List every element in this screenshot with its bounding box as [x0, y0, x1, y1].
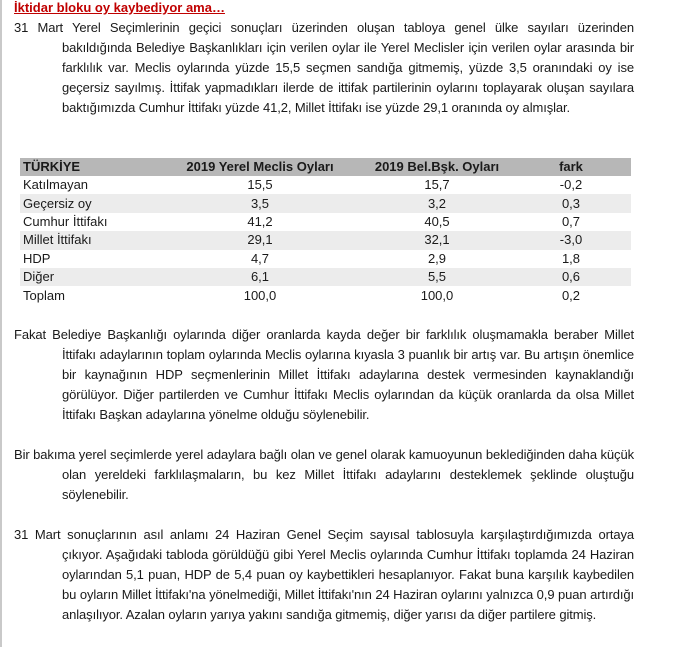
table-cell: 5,5: [363, 268, 511, 286]
table-cell: 40,5: [363, 213, 511, 231]
paragraph-4: 31 Mart sonuçlarının asıl anlamı 24 Haziran Genel Seçim sayısal tablosuyla karşılaştırdığımızda ortaya çıkıyor. Aşağıdaki tabloda görüldüğü gibi Yerel Meclis oylarında Cumhur İttifakı toplamda 24 Haziran oylarından 5,1 puan, HDP de 5,4 puan oy kaybettikleri hesaplanıyor. Fakat buna karşılık kaybedilen bu oyların Millet İttifakı'na yönelmediği, Millet İttifakı'nın 24 Haziran oylarını yalnızca 0,9 puan artırdığı anlaşılıyor. Azalan oyların yarıya yakını sandığa gitmemiş, diğer yarısı da diğer partilere gitmiş.: [14, 527, 634, 622]
table-row: [20, 231, 631, 249]
table-cell: 3,5: [157, 194, 363, 212]
paragraph-1: 31 Mart Yerel Seçimlerinin geçici sonuçları üzerinden oluşan tabloya genel ülke sayıları üzerinden bakıldığında Belediye Başkanlıkları için verilen oylar ile Yerel Meclisler için verilen oylar arasında bir farklılık var. Meclis oylarında yüzde 15,5 seçmen sandığa gitmemiş, yüzde 3,5 oranındaki oy ise geçersiz sayılmış. İttifak yapmadıkları ilerde de ittifak partilerinin oylarını toplayarak oluşan sayılara baktığımızda Cumhur İttifakı yüzde 41,2, Millet İttifakı ise yüzde 29,1 oranında oy almışlar.: [14, 20, 634, 115]
table-cell: 4,7: [157, 250, 363, 268]
paragraph-3: Bir bakıma yerel seçimlerde yerel adaylara bağlı olan ve genel olarak kamuoyunun beklediğinden daha küçük olan yereldeki farklılaşmaların, bu kez Millet İttifakı adaylarını desteklemek şeklinde oluştuğu söylenebilir.: [14, 447, 634, 502]
table-header-cell: 2019 Bel.Bşk. Oyları: [363, 158, 511, 176]
table-cell: 100,0: [363, 286, 511, 304]
table-cell: -3,0: [511, 231, 631, 249]
table-cell: 0,7: [511, 213, 631, 231]
table-header-cell: 2019 Yerel Meclis Oyları: [157, 158, 363, 176]
table-header-cell: TÜRKİYE: [20, 158, 157, 176]
table-row: [20, 194, 631, 212]
table-cell: Geçersiz oy: [20, 194, 157, 212]
paragraph-2: Fakat Belediye Başkanlığı oylarında diğer oranlarda kayda değer bir farklılık oluşmamakla beraber Millet İttifakı adaylarının toplam oylarında Meclis oylarına kıyasla 3 puanlık bir artış var. Bu artışın önemlice bir kaynağının HDP seçmenlerinin Millet İttifakı adaylarına destek vermesinden kaynaklandığı görülüyor. Diğer partilerden ve Cumhur İttifakı Meclis oylarından da küçük oranlarda da olsa Millet İttifakı Başkan adaylarına yönelme olduğu söylenebilir.: [14, 327, 634, 422]
table-cell: 15,7: [363, 176, 511, 194]
table-row: [20, 213, 631, 231]
table-cell: Toplam: [20, 286, 157, 304]
table-cell: 2,9: [363, 250, 511, 268]
table-cell: 0,2: [511, 286, 631, 304]
table-cell: 32,1: [363, 231, 511, 249]
table-row: [20, 250, 631, 268]
table-row: [20, 176, 631, 194]
table-cell: 3,2: [363, 194, 511, 212]
page-left-border: [0, 0, 2, 647]
table-cell: 100,0: [157, 286, 363, 304]
table-row: [20, 268, 631, 286]
table-cell: Cumhur İttifakı: [20, 213, 157, 231]
table-cell: 0,3: [511, 194, 631, 212]
table-cell: 0,6: [511, 268, 631, 286]
table-cell: Diğer: [20, 268, 157, 286]
table-cell: 15,5: [157, 176, 363, 194]
table-cell: -0,2: [511, 176, 631, 194]
table-cell: 6,1: [157, 268, 363, 286]
table-cell: 29,1: [157, 231, 363, 249]
table-cell: Millet İttifakı: [20, 231, 157, 249]
results-table: [20, 158, 631, 305]
section-heading: İktidar bloku oy kaybediyor ama…: [14, 0, 225, 15]
table-cell: 41,2: [157, 213, 363, 231]
table-cell: Katılmayan: [20, 176, 157, 194]
table-header-row: [20, 158, 631, 176]
table-header-cell: fark: [511, 158, 631, 176]
table-cell: HDP: [20, 250, 157, 268]
table-cell: 1,8: [511, 250, 631, 268]
table-row: [20, 286, 631, 304]
